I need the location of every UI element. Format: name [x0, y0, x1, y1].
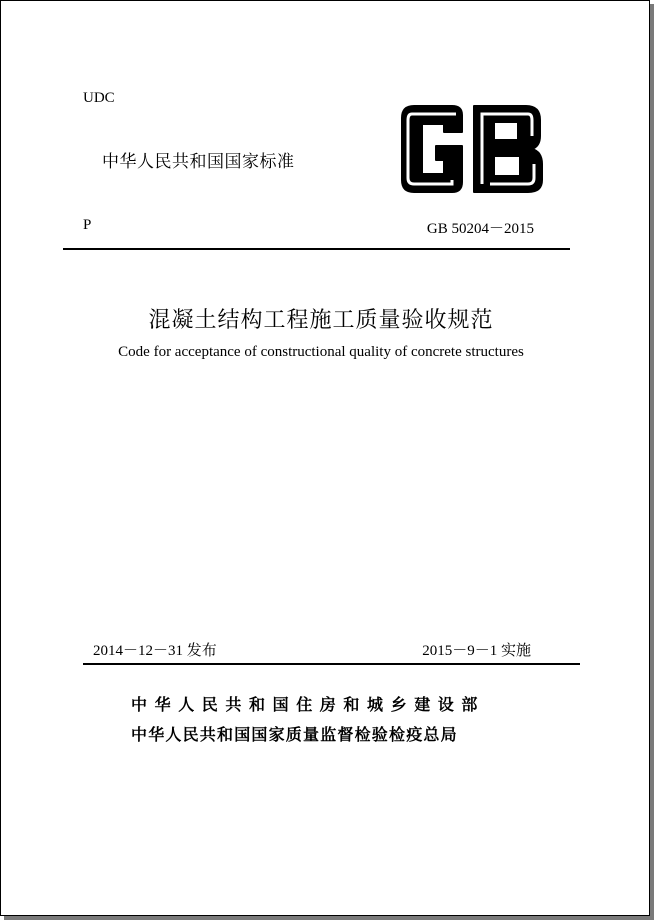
- footer-divider: [83, 663, 580, 665]
- header-divider: [63, 248, 570, 250]
- standard-number: GB 50204－2015: [426, 221, 534, 237]
- issue-date: 2014－12－31 发布: [93, 643, 217, 659]
- gb-logo: [394, 102, 547, 196]
- title-chinese: 混凝土结构工程施工质量验收规范: [148, 308, 494, 333]
- standard-type: 中华人民共和国国家标准: [102, 152, 295, 172]
- implementation-date: 2015－9－1 实施: [422, 643, 531, 659]
- category-code: P: [83, 217, 92, 233]
- title-english: Code for acceptance of constructional quality of concrete structures: [118, 344, 524, 360]
- gb-logo-text: GB: [394, 102, 396, 103]
- publisher-aqsiq: 中华人民共和国国家质量监督检验检疫总局: [131, 725, 458, 744]
- udc-label: UDC: [83, 90, 115, 106]
- publisher-ministry: 中华人民共和国住房和城乡建设部: [131, 695, 486, 714]
